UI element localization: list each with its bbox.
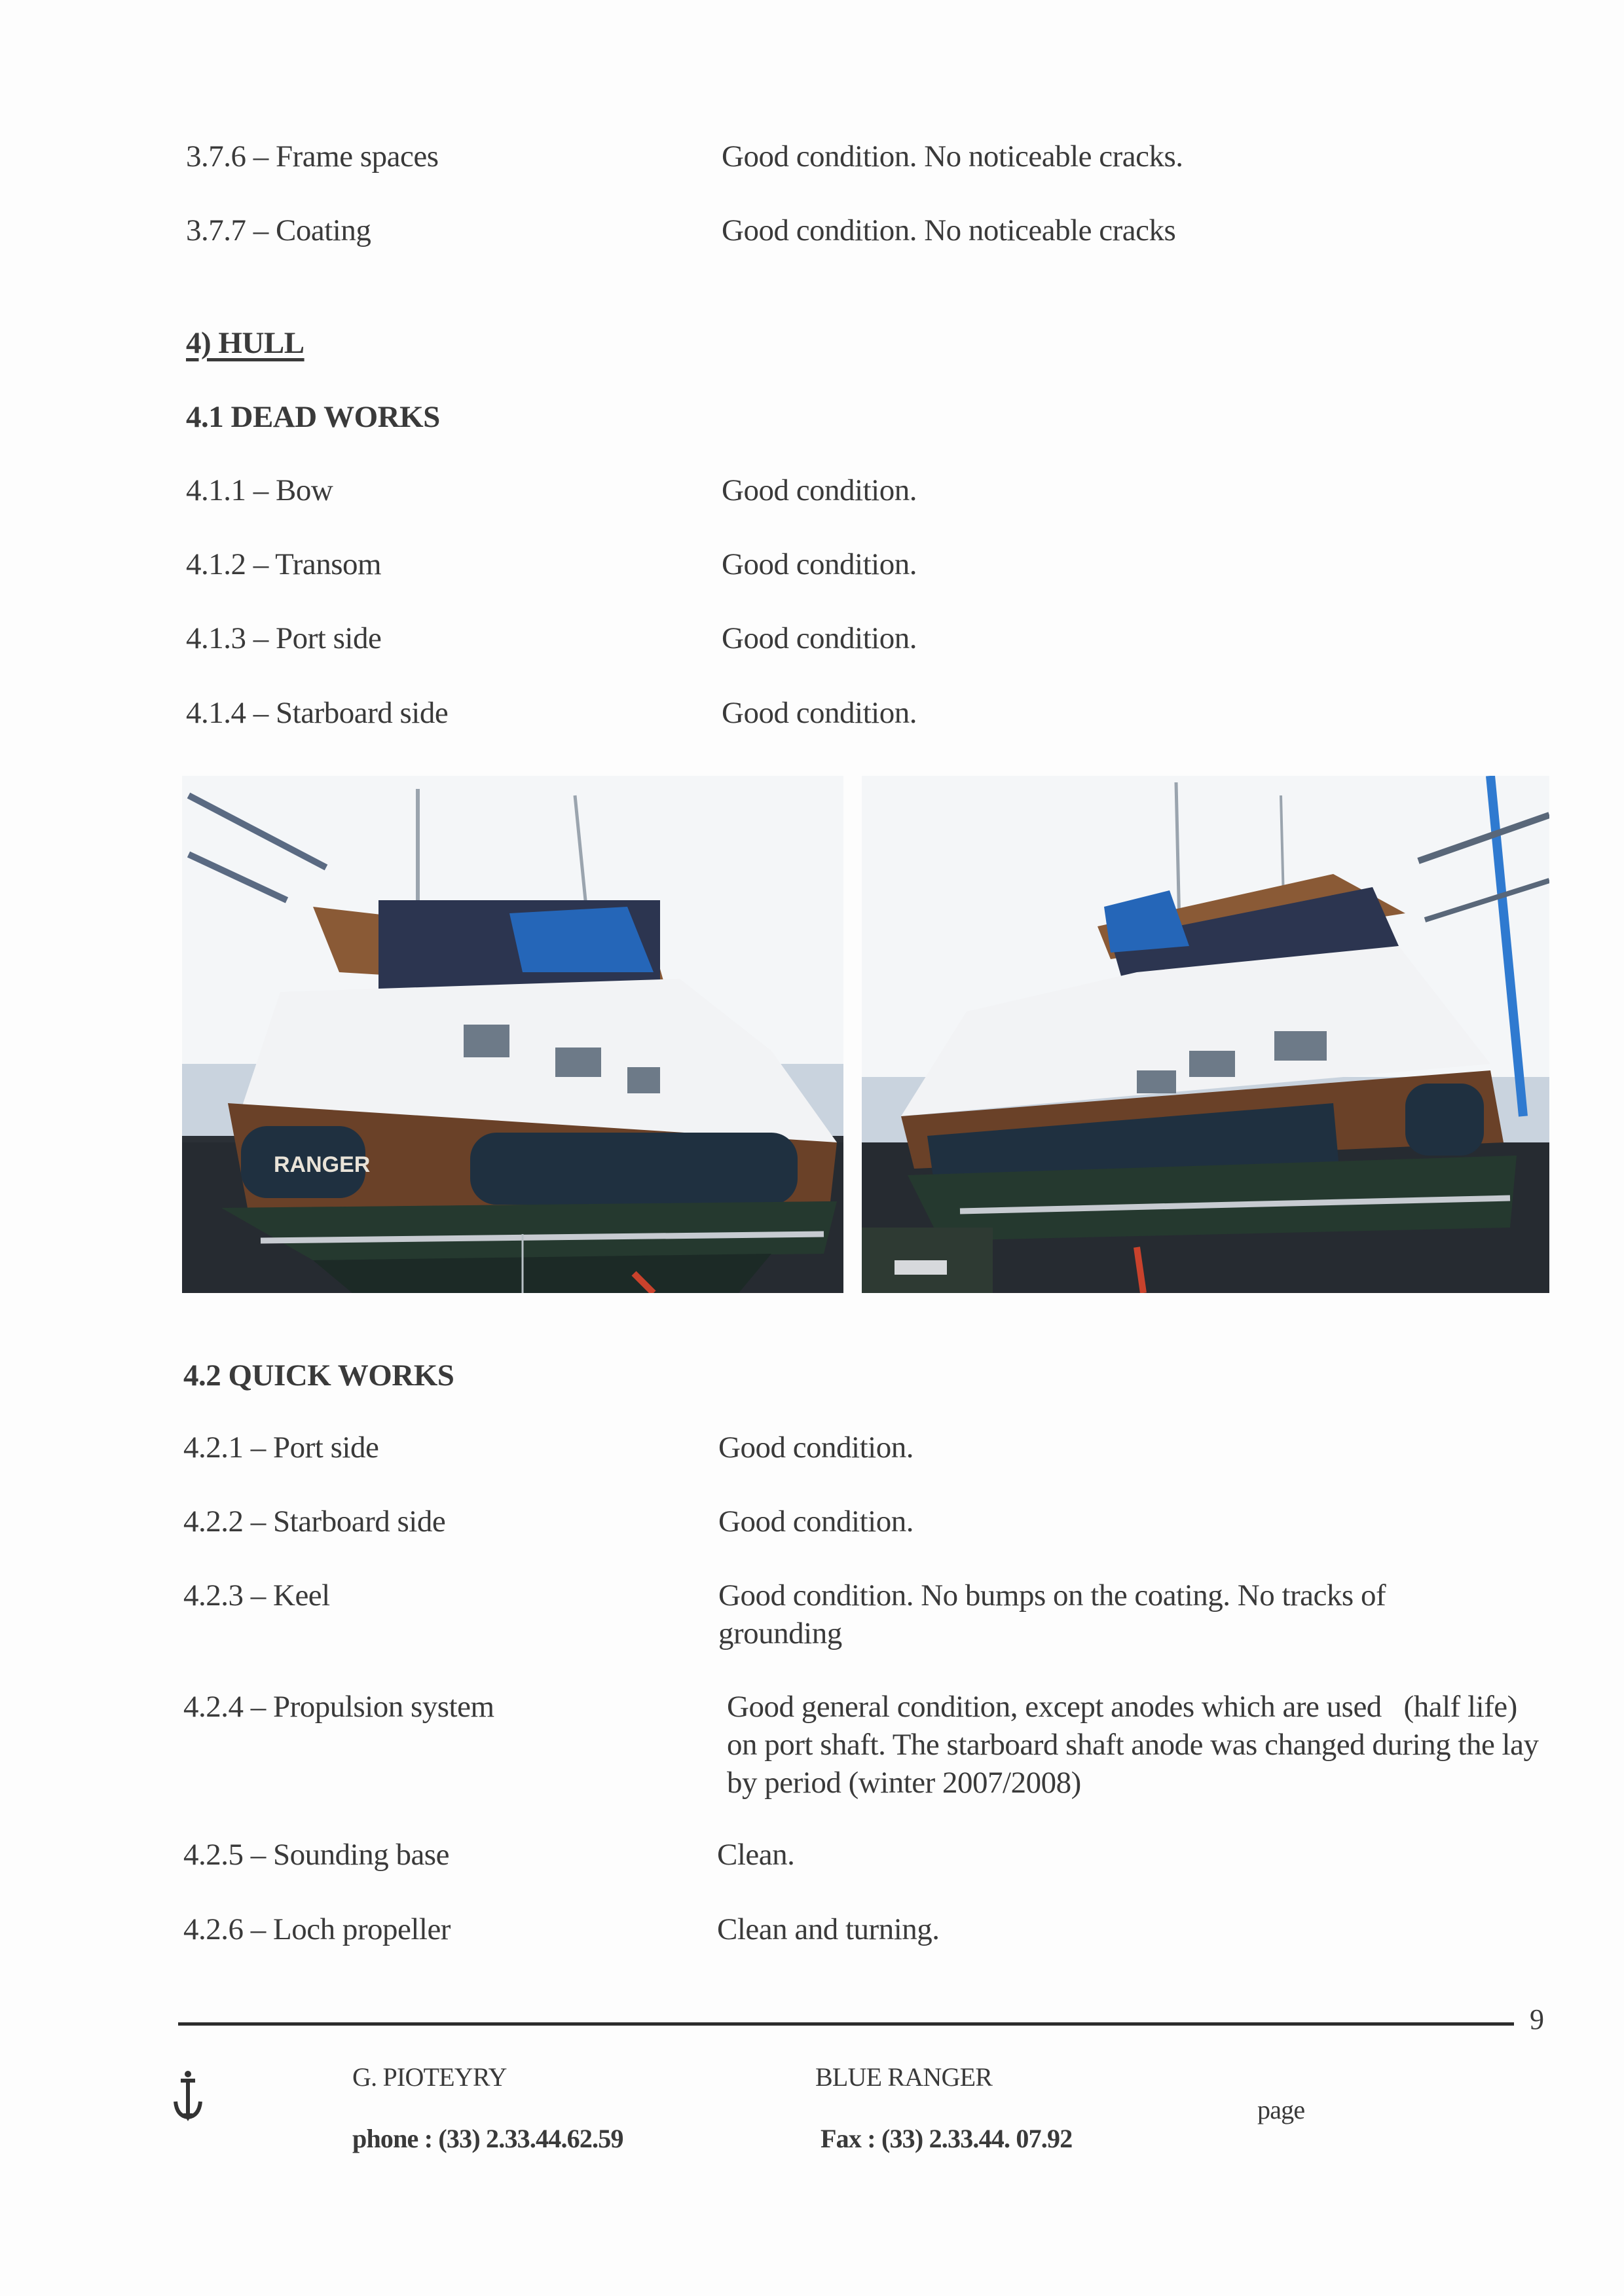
row-label: 4.2.2 – Starboard side: [183, 1504, 446, 1539]
row-label: 4.1.2 – Transom: [186, 547, 382, 581]
footer-divider: [178, 2022, 1514, 2026]
row-value: Good general condition, except anodes which are used (half life) on port shaft. The starboard shaft anode was changed during the lay by period (winter 2007/2008): [727, 1690, 1546, 1800]
row-value: Good condition.: [718, 1504, 913, 1539]
row-value: Good condition.: [718, 1430, 913, 1465]
row-value: Good condition.: [722, 696, 917, 730]
anchor-icon: [172, 2069, 204, 2121]
subsection-heading: 4.2 QUICK WORKS: [183, 1358, 454, 1393]
fax-number: Fax : (33) 2.33.44. 07.92: [821, 2124, 1073, 2153]
surveyor-phone: phone : (33) 2.33.44.62.59: [352, 2124, 623, 2153]
surveyor-name: G. PIOTEYRY: [352, 2062, 507, 2092]
row-value: Good condition.: [722, 547, 917, 581]
row-label: 3.7.6 – Frame spaces: [186, 139, 439, 173]
vessel-name: BLUE RANGER: [815, 2062, 993, 2092]
row-value: Good condition. No bumps on the coating. No tracks of grounding: [718, 1578, 1386, 1650]
row-value: Good condition.: [722, 621, 917, 655]
hull-photo-starboard: [862, 776, 1549, 1293]
page-number: 9: [1530, 2003, 1544, 2035]
row-label: 4.1.3 – Port side: [186, 621, 382, 655]
row-value: Good condition. No noticeable cracks: [722, 213, 1176, 247]
row-value: Good condition.: [722, 473, 917, 507]
boat-photo-image: [862, 776, 1549, 1293]
row-label: 4.1.1 – Bow: [186, 473, 333, 507]
row-label: 4.1.4 – Starboard side: [186, 696, 449, 730]
row-value: Clean.: [717, 1838, 795, 1872]
row-label: 4.2.1 – Port side: [183, 1430, 379, 1465]
row-value: Good condition. No noticeable cracks.: [722, 139, 1183, 173]
row-label: 4.2.6 – Loch propeller: [183, 1912, 451, 1946]
subsection-heading: 4.1 DEAD WORKS: [186, 400, 440, 434]
row-label: 4.2.5 – Sounding base: [183, 1838, 449, 1872]
boat-photo-image: [182, 776, 843, 1293]
row-value: Clean and turning.: [717, 1912, 940, 1946]
row-label: 4.2.3 – Keel: [183, 1578, 330, 1613]
page-label: page: [1257, 2095, 1305, 2124]
hull-photo-port: [182, 776, 843, 1293]
row-label: 4.2.4 – Propulsion system: [183, 1690, 494, 1724]
svg-text:RANGER: RANGER: [274, 1152, 371, 1177]
section-title: 4) HULL: [186, 326, 304, 360]
row-label: 3.7.7 – Coating: [186, 213, 371, 247]
